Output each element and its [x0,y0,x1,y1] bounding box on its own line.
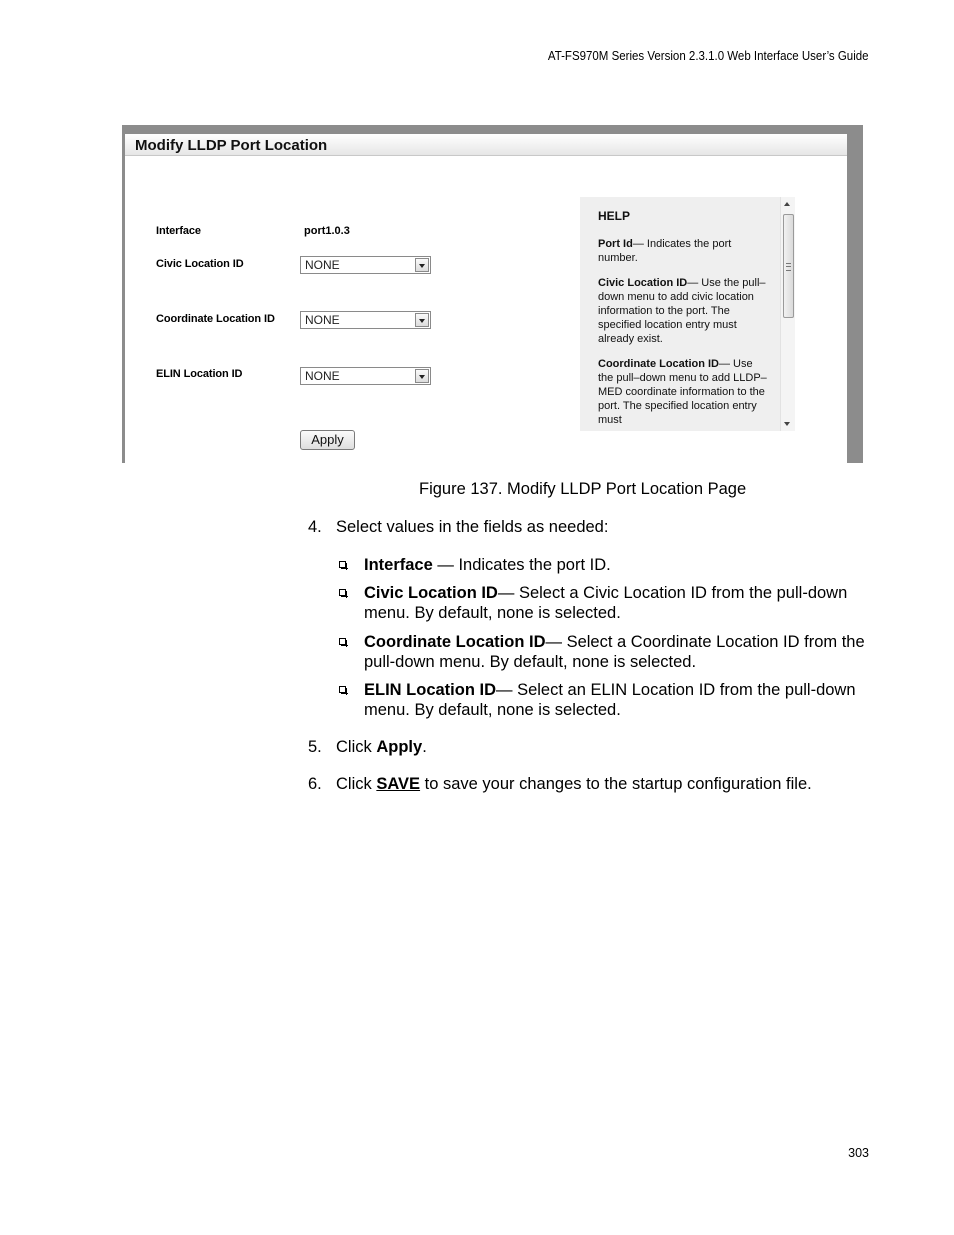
checkbox-bullet-icon [339,589,346,596]
checkbox-bullet-icon [339,686,346,693]
chevron-down-icon[interactable] [415,313,429,327]
coordinate-location-select[interactable] [300,311,431,329]
running-header: AT-FS970M Series Version 2.3.1.0 Web Interface User’s Guide [548,49,869,63]
page-number: 303 [848,1146,869,1160]
window-frame-left [122,125,125,463]
elin-location-label: ELIN Location ID [156,368,243,380]
scroll-down-icon[interactable] [784,422,790,426]
figure-caption: Figure 137. Modify LLDP Port Location Page [419,480,747,498]
list-item: Interface — Indicates the port ID. [364,556,611,574]
civic-location-value: NONE [305,258,340,272]
interface-label: Interface [156,225,201,237]
interface-value: port1.0.3 [304,225,350,237]
window-frame-top [122,125,863,134]
civic-location-label: Civic Location ID [156,258,244,270]
list-item: Civic Location ID— Select a Civic Location ID from the pull-down menu. By default, none is selected. [364,584,848,622]
scroll-up-icon[interactable] [784,202,790,206]
screenshot-figure [122,125,863,463]
help-item: Civic Location ID— Use the pull–down menu to add civic location information to the port. The specified location entry must already exist. [598,277,766,345]
apply-button[interactable]: Apply [300,430,355,450]
chevron-down-icon[interactable] [415,369,429,383]
window-frame-right [847,125,863,463]
list-item: Coordinate Location ID— Select a Coordinate Location ID from the pull-down menu. By default, none is selected. [364,633,865,671]
panel-titlebar [125,134,847,156]
elin-location-select[interactable] [300,367,431,385]
checkbox-bullet-icon [339,638,346,645]
apply-term: Apply [376,738,423,756]
panel-title: Modify LLDP Port Location [135,137,328,154]
grip-icon [786,263,791,271]
help-panel [580,197,780,431]
coordinate-location-label: Coordinate Location ID [156,313,275,325]
help-scrollbar[interactable] [780,197,795,431]
coordinate-location-value: NONE [305,313,340,327]
scrollbar-thumb[interactable] [783,214,794,318]
checkbox-bullet-icon [339,561,346,568]
help-title: HELP [598,209,631,223]
save-link[interactable]: SAVE [376,775,421,793]
list-item: ELIN Location ID— Select an ELIN Location ID from the pull-down menu. By default, none is selected. [364,681,856,719]
help-item: Port Id— Indicates the port number. [598,238,732,264]
elin-location-value: NONE [305,369,340,383]
help-item: Coordinate Location ID— Use the pull–down menu to add LLDP–MED coordinate information to the port. The specified location entry must [598,358,767,426]
chevron-down-icon[interactable] [415,258,429,272]
civic-location-select[interactable] [300,256,431,274]
